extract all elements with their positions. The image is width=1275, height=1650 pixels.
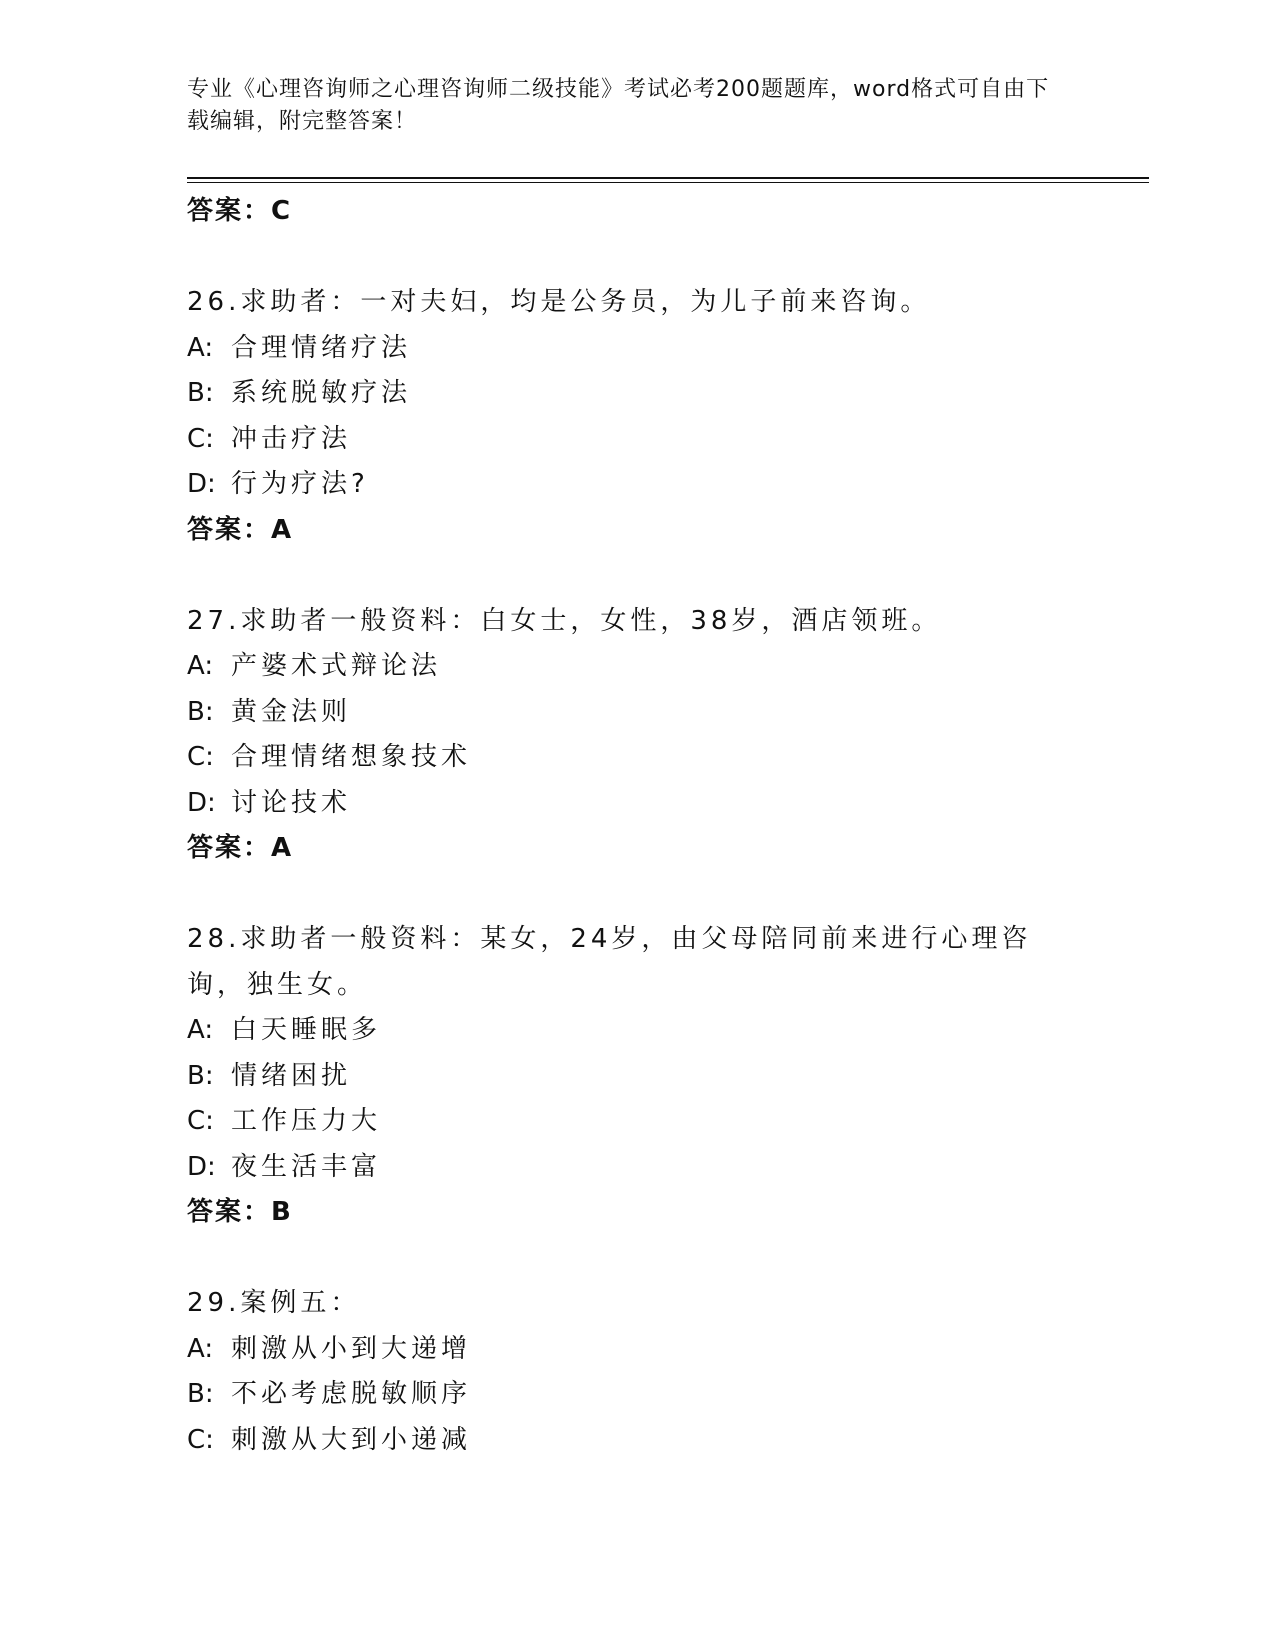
option-d — [187, 462, 1087, 508]
option-letter: C: — [187, 423, 214, 454]
option-a — [187, 644, 1087, 690]
question-26 — [187, 280, 1087, 553]
option-text: 产婆术式辩论法 — [231, 651, 442, 681]
question-stem: 28.求助者一般资料：某女，24岁，由父母陪同前来进行心理咨询，独生女。 — [187, 924, 1032, 1000]
spacer — [187, 1236, 1087, 1282]
option-text: 合理情绪想象技术 — [231, 742, 472, 772]
option-a — [187, 326, 1087, 372]
option-letter: C: — [187, 1106, 214, 1136]
option-letter: D: — [187, 787, 216, 818]
option-a — [187, 1327, 1087, 1373]
question-29 — [187, 1281, 1087, 1463]
option-text: 白天睡眠多 — [231, 1015, 382, 1045]
option-text: 合理情绪疗法 — [231, 332, 412, 363]
option-text: 系统脱敏疗法 — [231, 378, 412, 408]
spacer — [187, 553, 1087, 599]
option-a — [187, 1008, 1087, 1054]
option-letter: B: — [187, 378, 214, 408]
spacer — [187, 872, 1087, 918]
option-d — [187, 1145, 1087, 1191]
option-c — [187, 1418, 1087, 1464]
option-letter: D: — [187, 1151, 216, 1182]
option-c — [187, 1099, 1087, 1145]
header-rule-thick — [187, 177, 1149, 179]
option-letter: B: — [187, 1060, 214, 1091]
option-text: 情绪困扰 — [231, 1060, 352, 1091]
answer-line: 答案：A — [187, 514, 294, 545]
option-text: 不必考虑脱敏顺序 — [231, 1379, 472, 1409]
question-28 — [187, 917, 1087, 1236]
option-text: 冲击疗法 — [231, 423, 352, 454]
option-c — [187, 417, 1087, 463]
spacer — [187, 235, 1087, 281]
option-b — [187, 690, 1087, 736]
answer-line: 答案：B — [187, 1197, 293, 1227]
option-text: 工作压力大 — [231, 1106, 382, 1136]
option-letter: A: — [187, 1015, 214, 1045]
option-letter: A: — [187, 651, 214, 681]
option-b — [187, 1054, 1087, 1100]
option-text: 刺激从小到大递增 — [231, 1333, 472, 1364]
option-text: 黄金法则 — [231, 696, 352, 727]
question-stem: 26.求助者：一对夫妇，均是公务员，为儿子前来咨询。 — [187, 287, 931, 317]
option-letter: C: — [187, 742, 214, 772]
question-list — [187, 189, 1087, 1463]
question-stem: 29.案例五： — [187, 1288, 361, 1318]
answer-line: 答案：A — [187, 833, 294, 863]
option-letter: D: — [187, 469, 216, 499]
header-rule-thin — [187, 182, 1149, 183]
option-d — [187, 781, 1087, 827]
question-27 — [187, 599, 1087, 872]
option-letter: A: — [187, 1333, 214, 1364]
option-letter: A: — [187, 332, 214, 363]
option-text: 讨论技术 — [231, 787, 352, 818]
option-c — [187, 735, 1087, 781]
option-text: 行为疗法? — [231, 469, 369, 499]
header-text: 专业《心理咨询师之心理咨询师二级技能》考试必考200题题库，word格式可自由下载编辑，附完整答案！ — [187, 77, 1050, 134]
answer-line: 答案：C — [187, 196, 293, 226]
option-letter: B: — [187, 696, 214, 727]
option-text: 夜生活丰富 — [231, 1151, 382, 1182]
option-letter: C: — [187, 1424, 214, 1455]
option-b — [187, 1372, 1087, 1418]
option-b — [187, 371, 1087, 417]
question-stem: 27.求助者一般资料：白女士，女性，38岁，酒店领班。 — [187, 605, 942, 636]
option-text: 刺激从大到小递减 — [231, 1424, 472, 1455]
option-letter: B: — [187, 1379, 214, 1409]
